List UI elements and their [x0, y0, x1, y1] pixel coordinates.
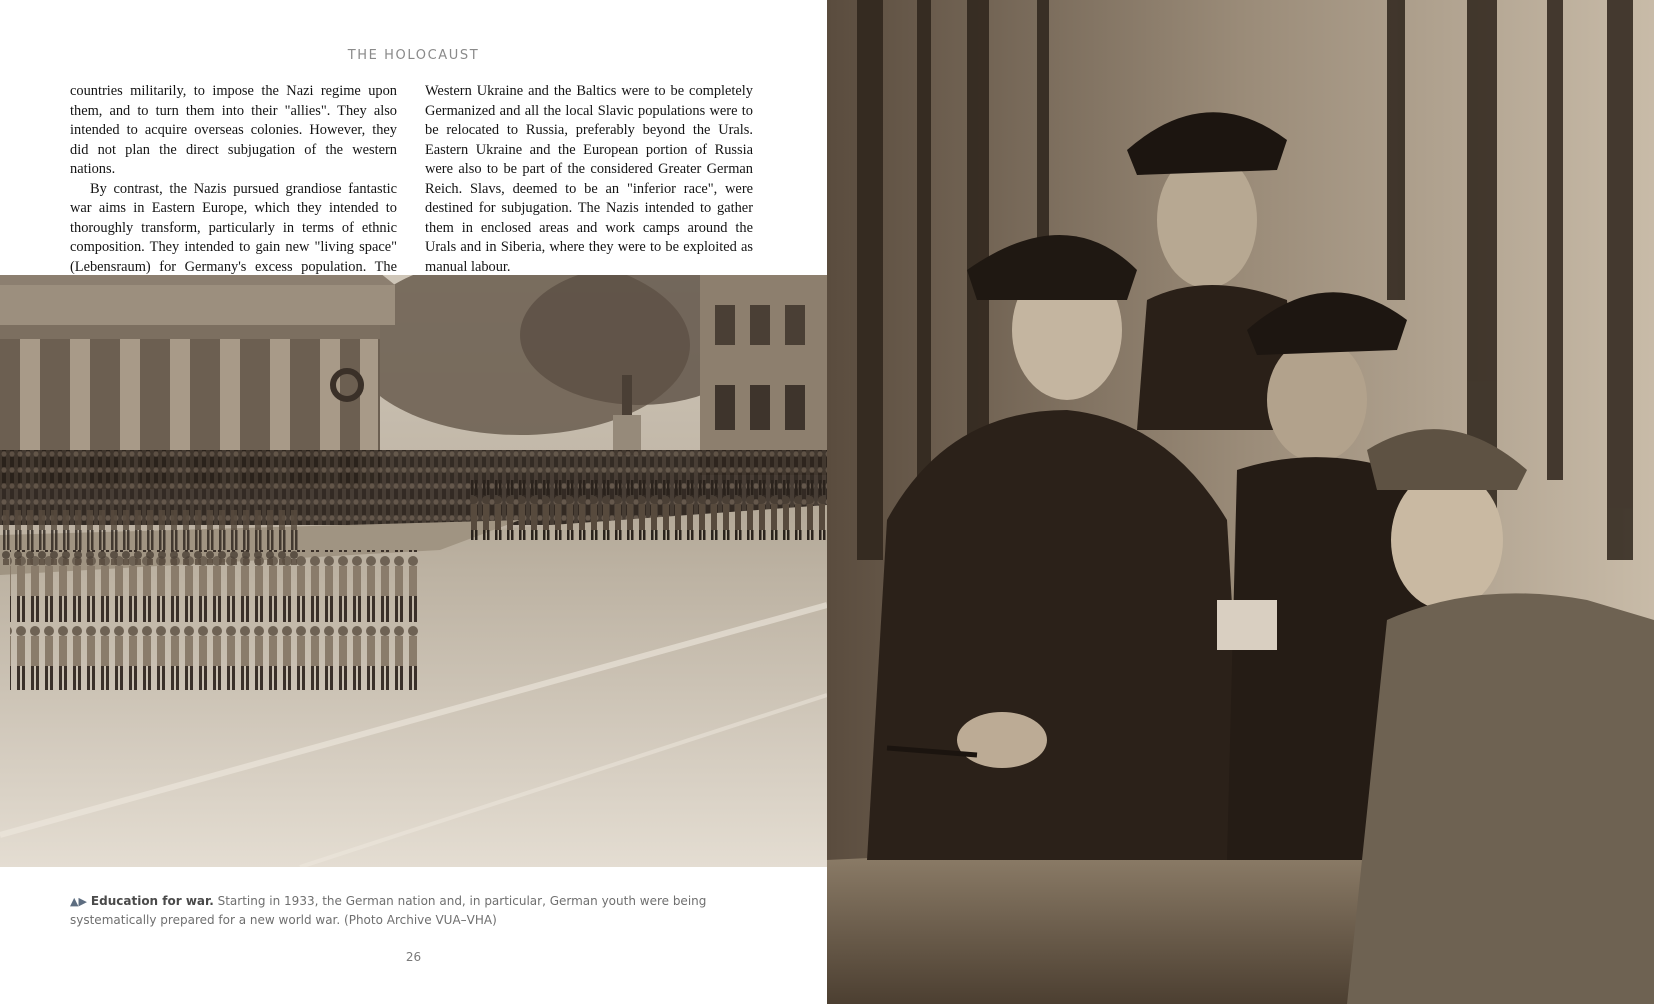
youth-photo-illustration [827, 0, 1654, 1004]
paragraph: Western Ukraine and the Baltics were to be completely Germanized and all the local Slavic populations were to be relocated to Russia, preferably beyond the Urals. Eastern Ukraine and the European portion of Russia were also to be part of the considered Greater German Reich. Slavs, deemed to be an "inferior race", were destined for subjugation. The Nazis intended to gather them in enclosed areas and work camps around the Urals and in Siberia, where they were to be exploited as manual labour. [425, 83, 753, 275]
youth-photo [827, 0, 1654, 1004]
running-header: THE HOLOCAUST [347, 48, 480, 63]
paragraph: countries militarily, to impose the Nazi regime upon them, and to turn them into their "allies". They also intended to acquire overseas colonies. However, they did not plan the direct subjugation of the western nations. [70, 83, 397, 177]
parade-photo-illustration [0, 275, 827, 867]
photo-caption [70, 892, 750, 930]
caption-arrows-icon: ▲▶ [70, 895, 87, 908]
parade-photo [0, 275, 827, 867]
caption-title: Education for war. [90, 894, 214, 908]
caption-text: Starting in 1933, the German nation and, in particular, German youth were being systematically prepared for a new world war. (Photo Archive VUA–VHA) [70, 894, 707, 927]
text-column-right [425, 82, 753, 277]
page-number: 26 [405, 950, 422, 964]
paragraph: By contrast, the Nazis pursued grandiose fantastic war aims in Eastern Europe, which they intended to thoroughly transform, particularly in terms of ethnic composition. They intended to gain new "living space" (Lebensraum) for Germany's excess population. The [70, 180, 397, 275]
text-column-left [70, 82, 397, 297]
